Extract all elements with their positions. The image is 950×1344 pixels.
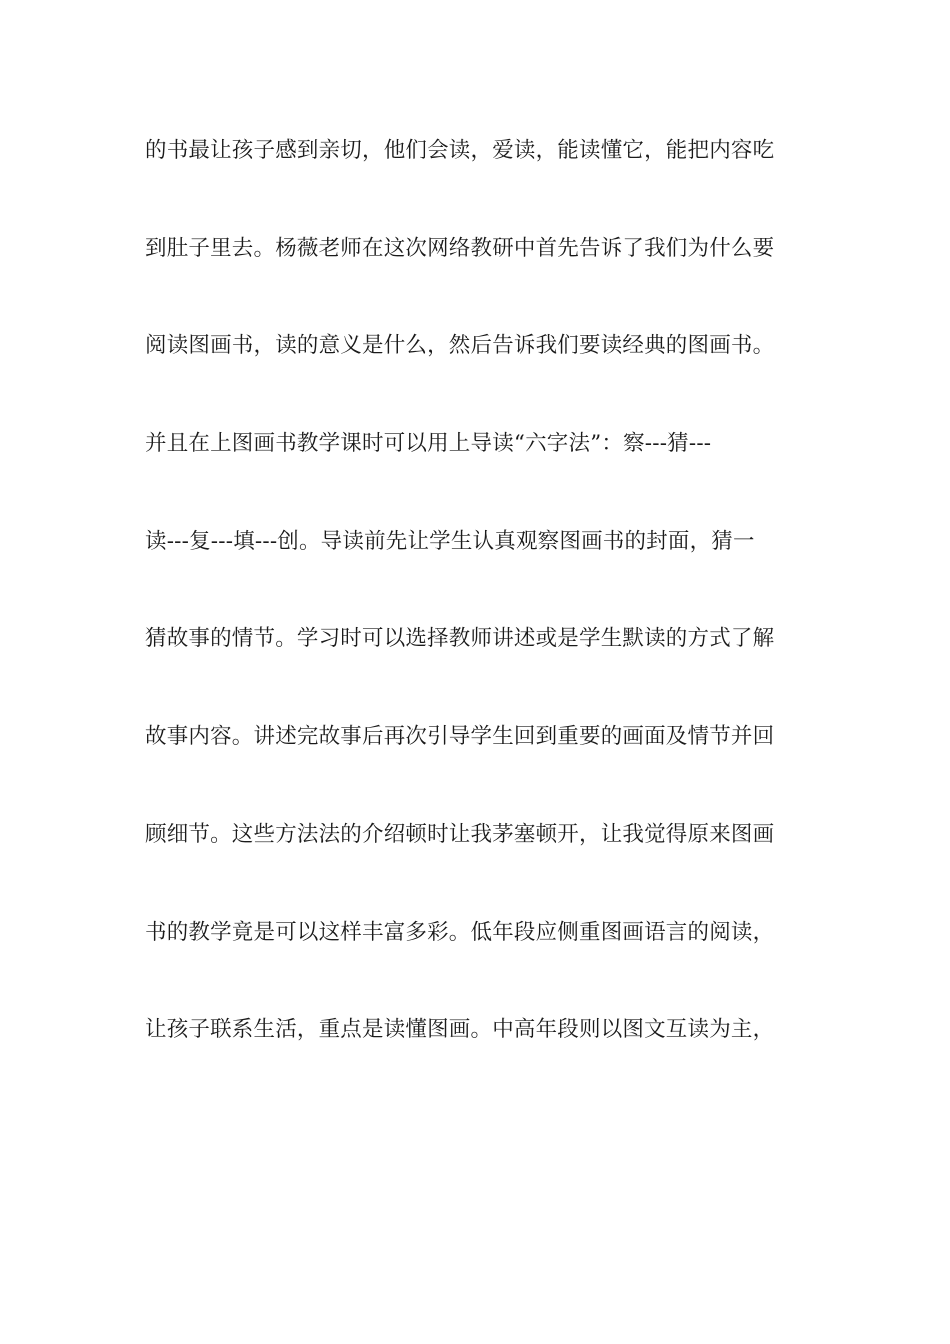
text-line: 到肚子里去。杨薇老师在这次网络教研中首先告诉了我们为什么要 [145, 235, 775, 261]
text-line: 阅读图画书，读的意义是什么，然后告诉我们要读经典的图画书。 [145, 333, 775, 359]
text-line: 的书最让孩子感到亲切，他们会读，爱读，能读懂它，能把内容吃 [145, 138, 775, 163]
text-line: 猜故事的情节。学习时可以选择教师讲述或是学生默读的方式了解 [145, 626, 775, 652]
body-text [145, 133, 805, 1110]
text-line: 并且在上图画书教学课时可以用上导读“六字法”：察---猜--- [145, 431, 712, 457]
text-line: 顾细节。这些方法法的介绍顿时让我茅塞顿开，让我觉得原来图画 [145, 821, 775, 847]
text-line: 书的教学竟是可以这样丰富多彩。低年段应侧重图画语言的阅读， [145, 919, 775, 945]
text-line: 读---复---填---创。导读前先让学生认真观察图画书的封面，猜一 [145, 528, 755, 554]
text-line: 让孩子联系生活，重点是读懂图画。中高年段则以图文互读为主， [145, 1017, 775, 1043]
text-line: 故事内容。讲述完故事后再次引导学生回到重要的画面及情节并回 [145, 724, 775, 750]
